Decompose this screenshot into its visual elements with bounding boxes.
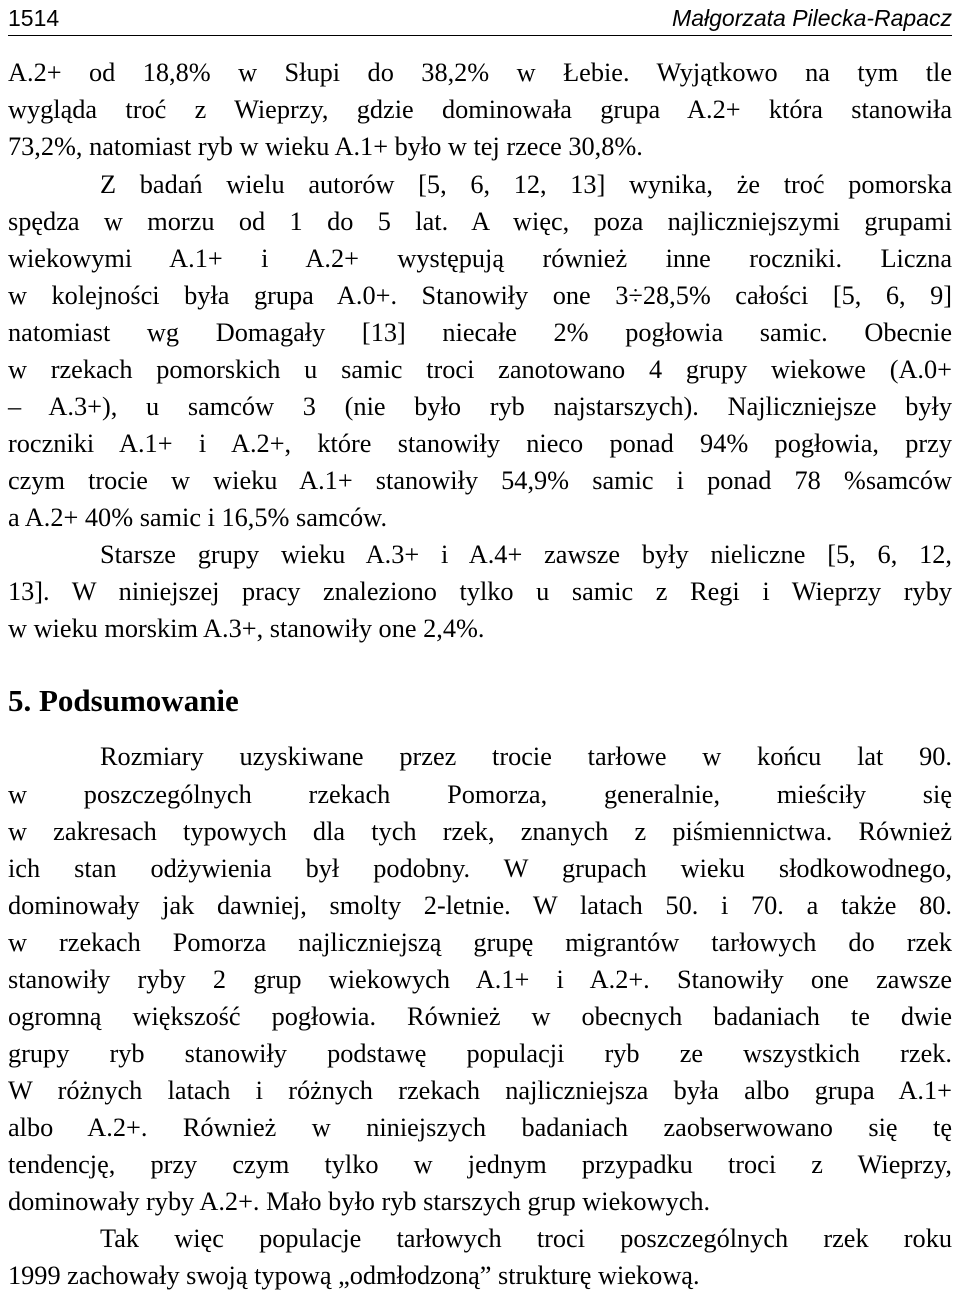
text-line: wygląda troć z Wieprzy, gdzie dominowała grupa A.2+ która stanowiła <box>8 95 952 124</box>
text-line: Rozmiary uzyskiwane przez trocie tarłowe w końcu lat 90. <box>100 742 952 771</box>
text-line: – A.3+), u samców 3 (nie było ryb najstarszych). Najliczniejsze były <box>8 392 952 421</box>
text-line: czym trocie w wieku A.1+ stanowiły 54,9% samic i ponad 78 %samców <box>8 466 952 495</box>
text-line: w zakresach typowych dla tych rzek, znanych z piśmiennictwa. Również <box>8 817 952 846</box>
text-line: grupy ryb stanowiły podstawę populacji ryb ze wszystkich rzek. <box>8 1039 952 1068</box>
text-line: natomiast wg Domagały [13] niecałe 2% pogłowia samic. Obecnie <box>8 318 952 347</box>
text-line: albo A.2+. Również w niniejszych badaniach zaobserwowano się tę <box>8 1113 952 1142</box>
text-line: tendencję, przy czym tylko w jednym przypadku troci z Wieprzy, <box>8 1150 952 1179</box>
text-line: 13]. W niniejszej pracy znaleziono tylko u samic z Regi i Wieprzy ryby <box>8 577 952 606</box>
text-line: 1999 zachowały swoją typową „odmłodzoną” strukturę wiekową. <box>8 1261 700 1290</box>
text-line: A.2+ od 18,8% w Słupi do 38,2% w Łebie. Wyjątkowo na tym tle <box>8 58 952 87</box>
text-line: w rzekach pomorskich u samic troci zanotowano 4 grupy wiekowe (A.0+ <box>8 355 952 384</box>
text-line: a A.2+ 40% samic i 16,5% samców. <box>8 503 388 532</box>
page-header <box>8 0 952 36</box>
text-line: 73,2%, natomiast ryb w wieku A.1+ było w tej rzece 30,8%. <box>8 132 643 161</box>
text-line: Tak więc populacje tarłowych troci poszczególnych rzek roku <box>100 1224 952 1253</box>
page-number: 1514 <box>8 5 60 31</box>
text-line: Z badań wielu autorów [5, 6, 12, 13] wynika, że troć pomorska <box>100 170 952 199</box>
text-line: Starsze grupy wieku A.3+ i A.4+ zawsze były nieliczne [5, 6, 12, <box>100 540 952 569</box>
text-line: stanowiły ryby 2 grup wiekowych A.1+ i A.2+. Stanowiły one zawsze <box>8 965 952 994</box>
text-line: dominowały jak dawniej, smolty 2-letnie. W latach 50. i 70. a także 80. <box>8 891 952 920</box>
text-line: ich stan odżywienia był podobny. W grupach wieku słodkowodnego, <box>8 854 952 883</box>
text-line: w poszczególnych rzekach Pomorza, generalnie, mieściły się <box>8 780 952 809</box>
text-line: ogromną większość pogłowia. Również w obecnych badaniach te dwie <box>8 1002 952 1031</box>
text-line: w kolejności była grupa A.0+. Stanowiły one 3÷28,5% całości [5, 6, 9] <box>8 281 952 310</box>
text-line: W różnych latach i różnych rzekach najliczniejsza była albo grupa A.1+ <box>8 1076 952 1105</box>
text-line: dominowały ryby A.2+. Mało było ryb starszych grup wiekowych. <box>8 1187 711 1216</box>
text-line: roczniki A.1+ i A.2+, które stanowiły nieco ponad 94% pogłowia, przy <box>8 429 952 458</box>
text-line: wiekowymi A.1+ i A.2+ występują również inne roczniki. Liczna <box>8 244 952 273</box>
text-line: w wieku morskim A.3+, stanowiły one 2,4%. <box>8 614 485 643</box>
text-line: w rzekach Pomorza najliczniejszą grupę migrantów tarłowych do rzek <box>8 928 952 957</box>
running-author: Małgorzata Pilecka-Rapacz <box>672 5 952 31</box>
text-line: spędza w morzu od 1 do 5 lat. A więc, poza najliczniejszymi grupami <box>8 207 952 236</box>
section-heading: 5. Podsumowanie <box>8 683 239 718</box>
